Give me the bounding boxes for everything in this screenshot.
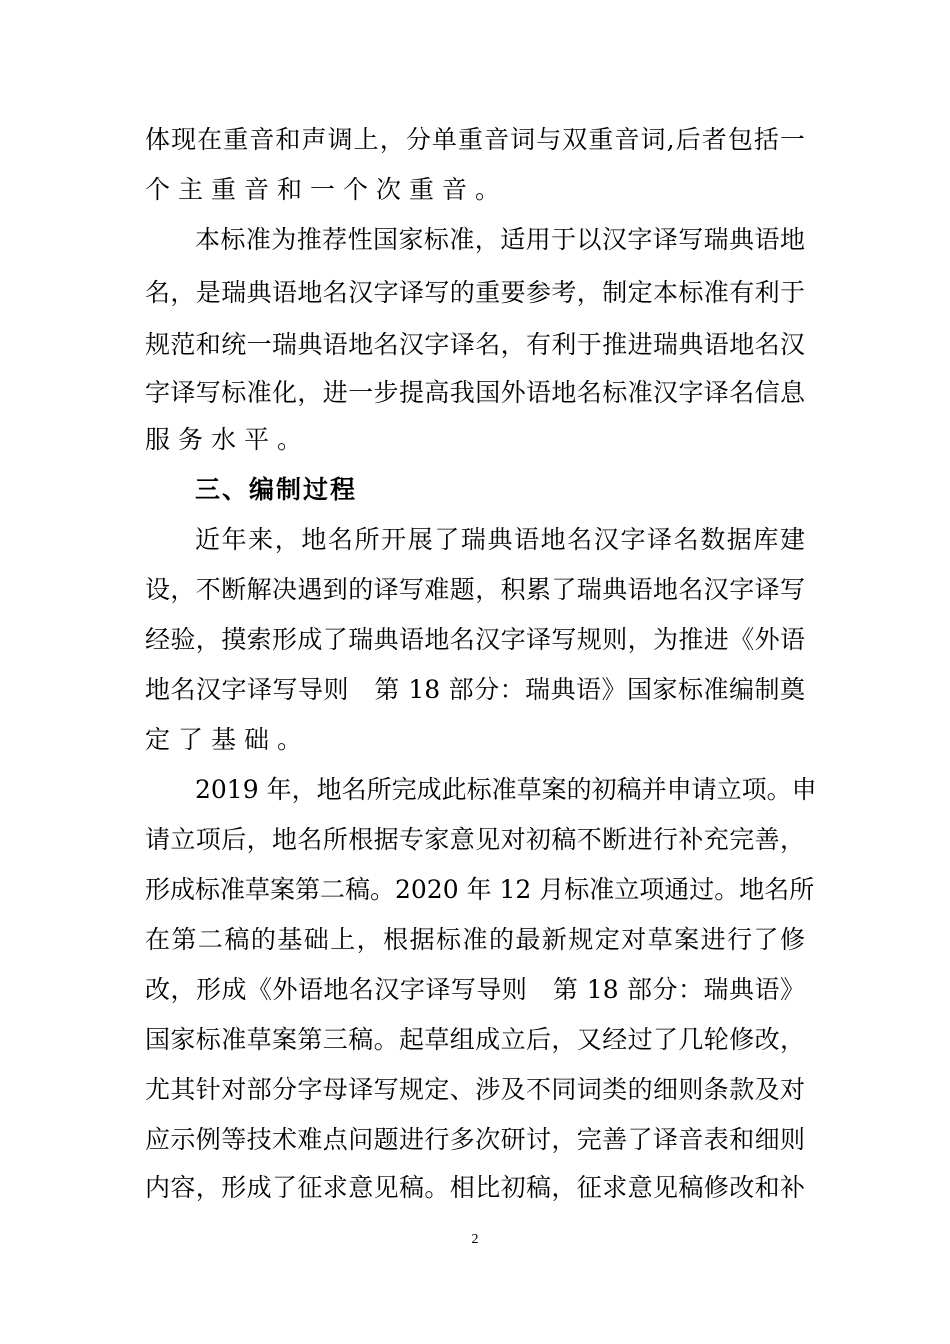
paragraph-line: 体现在重音和声调上，分单重音词与双重音词,后者包括一 bbox=[145, 125, 805, 154]
paragraph-line: 请立项后，地名所根据专家意见对初稿不断进行补充完善， bbox=[145, 825, 805, 854]
paragraph-line: 应示例等技术难点问题进行多次研讨，完善了译音表和细则 bbox=[145, 1125, 805, 1154]
paragraph-line: 定了基础。 bbox=[145, 725, 311, 754]
paragraph-line: 服务水平。 bbox=[145, 425, 311, 454]
paragraph-line: 本标准为推荐性国家标准，适用于以汉字译写瑞典语地 bbox=[195, 225, 805, 254]
paragraph-line: 在第二稿的基础上，根据标准的最新规定对草案进行了修 bbox=[145, 925, 805, 954]
paragraph-line: 近年来，地名所开展了瑞典语地名汉字译名数据库建 bbox=[195, 525, 805, 554]
paragraph-line: 字译写标准化，进一步提高我国外语地名标准汉字译名信息 bbox=[145, 378, 805, 407]
paragraph-line: 地名汉字译写导则 第 18 部分：瑞典语》国家标准编制奠 bbox=[145, 675, 805, 704]
paragraph-line: 规范和统一瑞典语地名汉字译名，有利于推进瑞典语地名汉 bbox=[145, 330, 805, 359]
paragraph-line: 内容，形成了征求意见稿。相比初稿，征求意见稿修改和补 bbox=[145, 1173, 805, 1202]
paragraph-line: 改，形成《外语地名汉字译写导则 第 18 部分：瑞典语》 bbox=[145, 975, 805, 1004]
paragraph-line: 国家标准草案第三稿。起草组成立后，又经过了几轮修改， bbox=[145, 1025, 805, 1054]
paragraph-line: 形成标准草案第二稿。2020 年 12 月标准立项通过。地名所 bbox=[145, 875, 815, 904]
paragraph-line: 尤其针对部分字母译写规定、涉及不同词类的细则条款及对 bbox=[145, 1075, 805, 1104]
paragraph-line: 设，不断解决遇到的译写难题，积累了瑞典语地名汉字译写 bbox=[145, 575, 805, 604]
paragraph-line: 2019 年，地名所完成此标准草案的初稿并申请立项。申 bbox=[195, 775, 817, 804]
section-heading: 三、编制过程 bbox=[195, 475, 358, 504]
paragraph-line: 名，是瑞典语地名汉字译写的重要参考，制定本标准有利于 bbox=[145, 278, 805, 307]
page-number: 2 bbox=[471, 1232, 479, 1247]
paragraph-line: 经验，摸索形成了瑞典语地名汉字译写规则，为推进《外语 bbox=[145, 625, 805, 654]
paragraph-line: 个主重音和一个次重音。 bbox=[145, 175, 509, 204]
